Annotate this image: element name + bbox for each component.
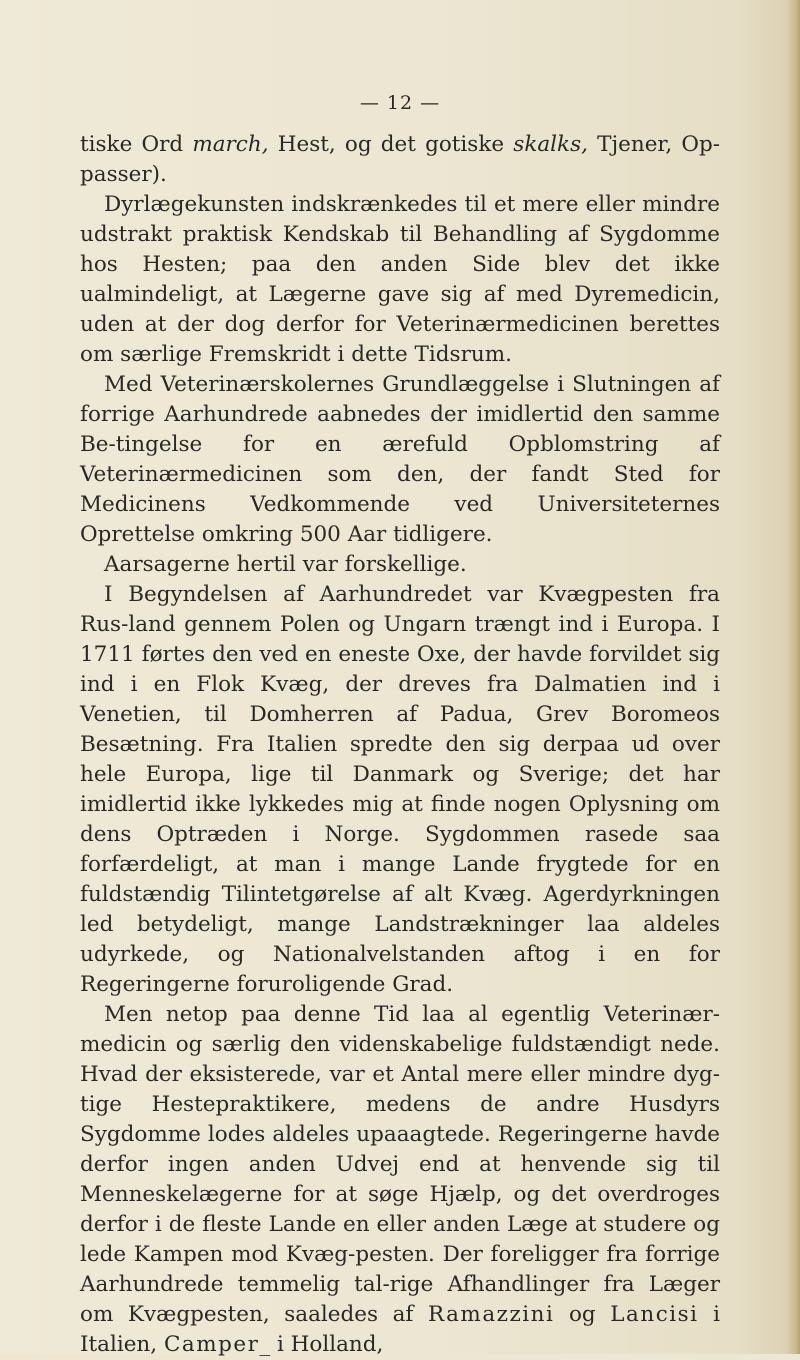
text-run: Tjener, Op-passer).: [80, 132, 721, 187]
paragraph: [80, 1000, 720, 1360]
paragraph: I Begyndelsen af Aarhundredet var Kvægpesten fra Rus-land gennem Polen og Ungarn trængt ind i Europa. I 1711 førtes den ved en eneste Oxe, der havde forvildet sig ind i en Flok Kvæg, der dreves fra Dalmatien ind i Venetien, til Domherren af Padua, Grev Boromeos Besætning. Fra Italien spredte den sig derpaa ud over hele Europa, lige til Danmark og Sverige; det har imidlertid ikke lykkedes mig at finde nogen Oplysning om dens Optræden i Norge. Sygdommen rasede saa forfærdeligt, at man i mange Lande frygtede for en fuldstændig Tilintetgørelse af alt Kvæg. Agerdyrkningen led betydeligt, mange Landstrækninger laa aldeles udyrkede, og Nationalvelstanden aftog i en for Regeringerne foruroligende Grad.: [80, 582, 720, 997]
italic-word-march: march,: [192, 132, 269, 157]
paragraph: Med Veterinærskolernes Grundlæggelse i Slutningen af forrige Aarhundrede aabnedes der imidlertid den samme Be-tingelse for en ærefuld Opblomstring af Veterinærmedicinen som den, der fandt Sted for Medicinens Vedkommende ved Universiteternes Oprettelse omkring 500 Aar tidligere.: [80, 372, 720, 547]
paragraph-continued: [80, 130, 720, 190]
spaced-name-camper: Camper: [163, 1332, 260, 1357]
text-run: _ i Holland,: [259, 1332, 384, 1357]
page-edge-shadow: [786, 0, 800, 1354]
paragraph: Dyrlægekunsten indskrænkedes til et mere eller mindre udstrakt praktisk Kendskab til Behandling af Sygdomme hos Hesten; paa den anden Side blev det ikke ualmindeligt, at Lægerne gave sig af med Dyremedicin, uden at der dog derfor for Veterinærmedicinen berettes om særlige Fremskridt i dette Tidsrum.: [80, 192, 720, 367]
text-run: i Italien,: [80, 1302, 720, 1357]
italic-word-skalks: skalks,: [513, 132, 588, 157]
spaced-name-lancisi: Lancisi: [610, 1302, 699, 1327]
text-run: Men netop paa denne Tid laa al egentlig Veterinær-medicin og særlig den videnskabelige fuldstændigt nede. Hvad der eksisterede, var et Antal mere eller mindre dyg-tige Hestepraktikere, medens de andre Husdyrs Sygdomme lodes aldeles upaaagtede. Regeringerne havde derfor ingen anden Udvej end at henvende sig til Menneskelægerne for at søge Hjælp, og det overdroges derfor i de fleste Lande en eller anden Læge at studere og lede Kampen mod Kvæg-pesten. Der foreligger fra forrige Aarhundrede temmelig tal-rige Afhandlinger fra Læger om Kvægpesten, saaledes af: [80, 1002, 720, 1327]
page-number: — 12 —: [359, 92, 441, 114]
spaced-name-ramazzini: Ramazzini: [427, 1302, 555, 1327]
text-run: og: [554, 1302, 611, 1327]
text-run: tiske Ord: [80, 132, 193, 157]
text-run: Hest, og det gotiske: [268, 132, 514, 157]
paragraph: Aarsagerne hertil var forskellige.: [104, 552, 467, 577]
body-text: [80, 130, 720, 1360]
